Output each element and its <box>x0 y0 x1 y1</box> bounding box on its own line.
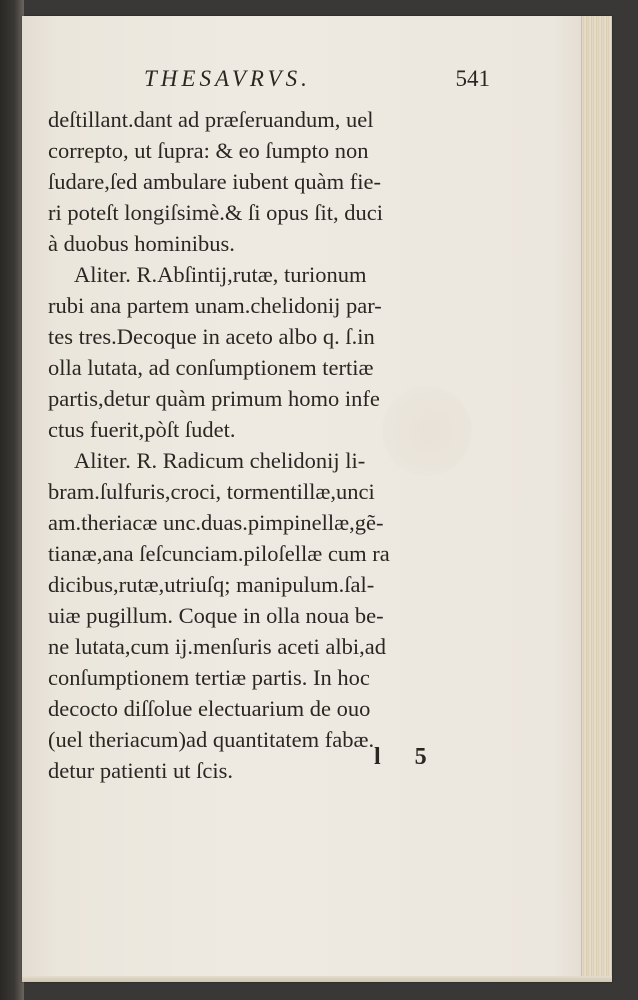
text-line: partis,detur quàm primum homo infe <box>48 386 380 411</box>
paragraph-start-line: Aliter. R. Radicum chelidonij li- <box>74 448 366 473</box>
text-line: à duobus hominibus. <box>48 231 235 256</box>
text-line: uiæ pugillum. Coque in olla noua be- <box>48 603 384 628</box>
book-page <box>22 16 612 982</box>
text-line: ne lutata,cum ij.menſuris aceti albi,ad <box>48 634 387 659</box>
page-number: 541 <box>455 66 490 91</box>
text-line: deſtillant.dant ad præſeruandum, uel <box>48 107 374 132</box>
book-binding-edge <box>0 0 24 1000</box>
text-line: bram.ſulfuris,croci, tormentillæ,unci <box>48 479 375 504</box>
text-line: conſumptionem tertiæ partis. In hoc <box>48 665 370 690</box>
page-bottom-edge <box>22 976 612 982</box>
text-line: tes tres.Decoque in aceto albo q. ſ.in <box>48 324 375 349</box>
paragraph-start-line: Aliter. R.Abſintij,rutæ, turionum <box>74 262 367 287</box>
text-line: correpto, ut ſupra: & eo ſumpto non <box>48 138 369 163</box>
text-line: detur patienti ut ſcis. <box>48 758 233 783</box>
text-line: dicibus,rutæ,utriuſq; manipulum.ſal- <box>48 572 375 597</box>
text-line: am.theriacæ unc.duas.pimpinellæ,gẽ- <box>48 510 384 535</box>
signature-mark: l 5 <box>374 744 441 770</box>
body-text <box>48 104 508 786</box>
text-line: ctus fuerit,pòſt ſudet. <box>48 417 236 442</box>
text-line: olla lutata, ad conſumptionem tertiæ <box>48 355 374 380</box>
text-line: ri poteſt longiſsimè.& ſi opus ſit, duci <box>48 200 383 225</box>
running-title: THESAVRVS. <box>144 66 311 91</box>
text-block <box>48 66 508 786</box>
text-line: tianæ,ana ſeſcunciam.piloſellæ cum ra <box>48 541 390 566</box>
text-line: ſudare,ſed ambulare iubent quàm fie- <box>48 169 381 194</box>
text-line: decocto diſſolue electuarium de ouo <box>48 696 371 721</box>
page-fore-edge <box>581 16 612 982</box>
text-line: rubi ana partem unam.chelidonij par- <box>48 293 382 318</box>
running-head <box>48 66 508 104</box>
text-line: (uel theriacum)ad quantitatem fabæ. <box>48 727 375 752</box>
